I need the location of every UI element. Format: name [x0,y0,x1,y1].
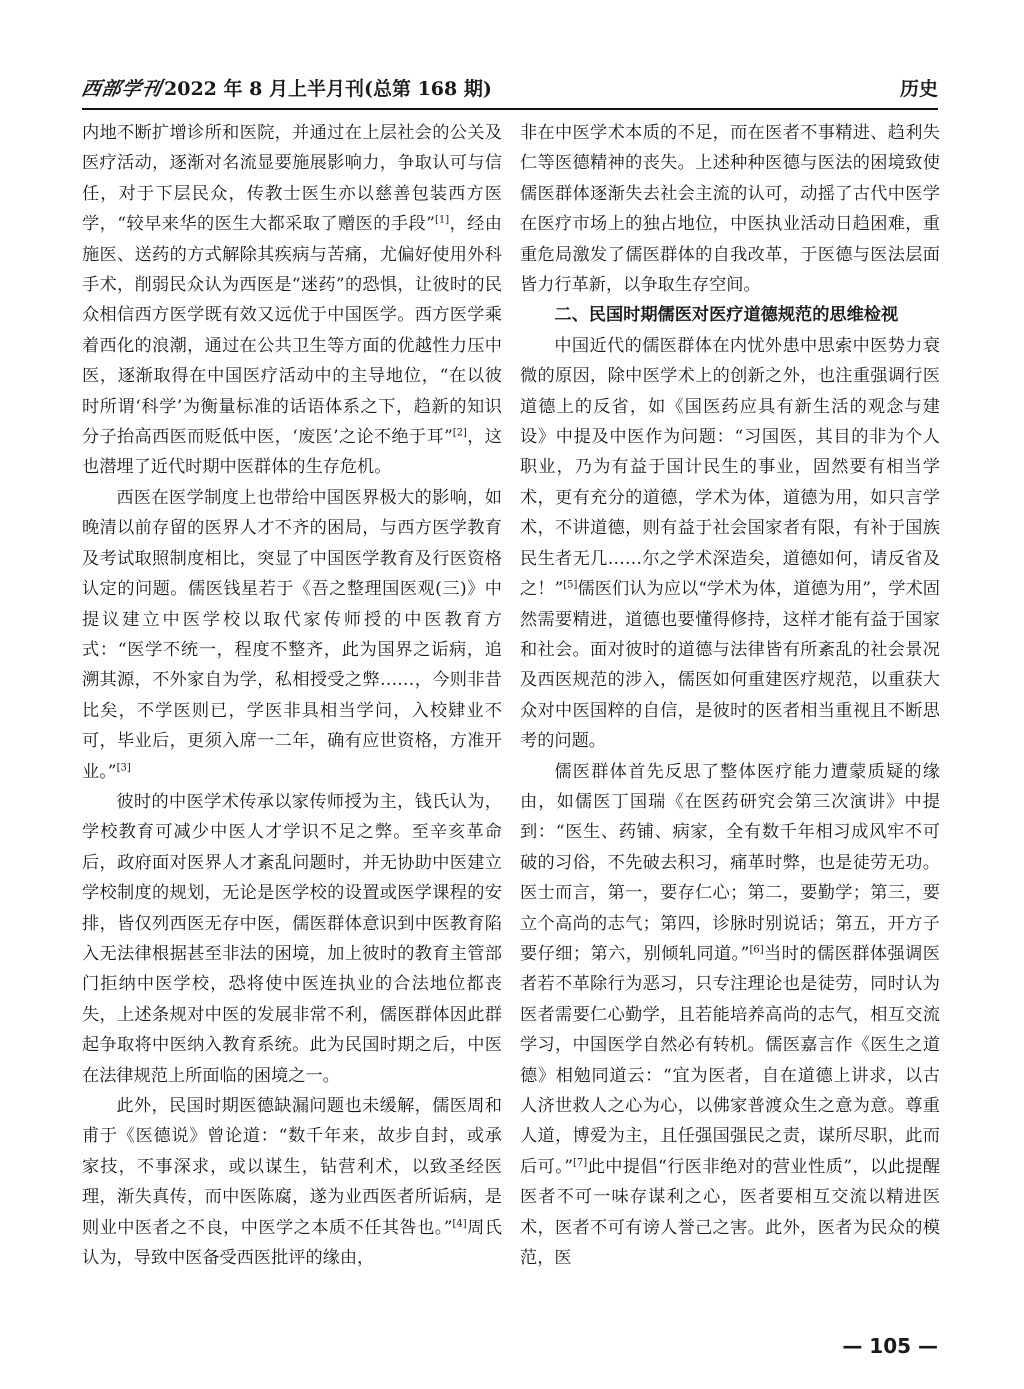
left-column [82,118,502,1273]
paragraph-text: 非在中医学术本质的不足，而在医者不事精进、趋利失仁等医德精神的丧失。上述种种医德与医法的困境致使儒医群体逐渐失去社会主流的认可，动摇了古代中医学在医疗市场上的独占地位，中医执业活动日趋困难，重重危局激发了儒医群体的自我改革，于医德与医法层面皆力行革新，以争取生存空间。 [520,123,940,296]
right-column [520,118,940,1273]
paragraph-text: 儒医们认为应以“学术为体，道德为用”，学术固然需要精进，道德也要懂得修持，这样才能有益于国家和社会。面对彼时的道德与法律皆有所紊乱的社会景况及西医规范的涉入，儒医如何重建医疗规范，以重获大众对中医国粹的自信，是彼时的医者相当重视且不断思考的问题。 [520,579,940,752]
issue-info: 2022 年 8 月上半月刊(总第 168 期) [164,78,492,100]
running-header [79,68,938,110]
paragraph-text: ，这也潜埋了近代时期中医群体的生存危机。 [82,427,502,478]
page-number: — 105 — [842,1334,938,1358]
journal-issue-line [79,74,492,101]
citation-ref: [3] [116,761,131,773]
body-paragraph [520,757,940,1274]
body-paragraph [82,1091,502,1273]
body-paragraph [520,331,940,757]
citation-ref: [6] [749,944,764,956]
journal-logo: 西部学刊 [79,78,164,100]
citation-ref: [2] [452,427,467,439]
body-paragraph [82,118,502,483]
paragraph-text: 内地不断扩增诊所和医院，并通过在上层社会的公关及医疗活动，逐渐对名流显要施展影响力，争取认可与信任，对于下层民众，传教士医生亦以慈善包装西方医学，“较早来华的医生大都采取了赠医的手段” [82,123,502,235]
paragraph-text: 当时的儒医群体强调医者若不革除行为恶习，只专注理论也是徒劳，同时认为医者需要仁心勤学，且若能培养高尚的志气，相互交流学习，中国医学自然必有转机。儒医嘉言作《医生之道德》相勉同道云：“宜为医者，自在道德上讲求，以古人济世救人之心为心，以佛家普渡众生之意为意。尊重人道，博爱为主，且任强国强民之责，谋所尽职，此而后可。” [520,943,940,1177]
paragraph-text: 彼时的中医学术传承以家传师授为主，钱氏认为，学校教育可减少中医人才学识不足之弊。至辛亥革命后，政府面对医界人才紊乱问题时，并无协助中医建立学校制度的规划，无论是医学校的设置或医学课程的安排，皆仅列西医无存中医，儒医群体意识到中医教育陷入无法律根据甚至非法的困境，加上彼时的教育主管部门拒纳中医学校，恐将使中医连执业的合法地位都丧失，上述条规对中医的发展非常不利，儒医群体因此群起争取将中医纳入教育系统。此为民国时期之后，中医在法律规范上所面临的困境之一。 [82,791,502,1086]
paragraph-text: 西医在医学制度上也带给中国医界极大的影响，如晚清以前存留的医界人才不齐的困局，与西方医学教育及考试取照制度相比，突显了中国医学教育及行医资格认定的问题。儒医钱星若于《吾之整理国医观(三)》中提议建立中医学校以取代家传师授的中医教育方式：“医学不统一，程度不整齐，此为国界之诟病，追溯其源，不外家自为学，私相授受之弊……，今则非昔比矣，不学医则已，学医非具相当学问，入校肄业不可，毕业后，更须入席一二年，确有应世资格，方准开业。” [82,487,502,782]
paragraph-text: 此外，民国时期医德缺漏问题也未缓解，儒医周和甫于《医德说》曾论道：“数千年来，故步自封，或承家技，不事深求，或以谋生，钻营利术，以致圣经医理，渐失真传，而中医陈腐，遂为业西医者所诟病，是则业中医者之不良，中医学之本质不任其咎也。” [82,1096,502,1238]
paragraph-text: 中国近代的儒医群体在内忧外患中思索中医势力衰微的原因，除中医学术上的创新之外，也注重强调行医道德上的反省，如《国医药应具有新生活的观念与建设》中提及中医作为问题：“习国医，其目的非为个人职业，乃为有益于国计民生的事业，固然要有相当学术，更有充分的道德，学术为体，道德为用，如只言学术，不讲道德，则有益于社会国家者有限，有补于国族民生者无几……尔之学术深造矣，道德如何，请反省及之！” [520,335,940,600]
paragraph-text: 儒医群体首先反思了整体医疗能力遭蒙质疑的缘由，如儒医丁国瑞《在医药研究会第三次演讲》中提到：“医生、药铺、病家，全有数千年相习成风牢不可破的习俗，不先破去积习，痛革时弊，也是徒劳无功。医士而言，第一，要存仁心；第二，要勤学；第三，要立个高尚的志气；第四，诊脉时别说话；第五，开方子要仔细；第六，别倾轧同道。” [520,761,940,964]
body-paragraph [82,483,502,787]
section-label: 历史 [899,78,938,100]
paragraph-text: 此中提倡“行医非绝对的营业性质”，以此提醒医者不可一味存谋利之心，医者要相互交流以精进医术，医者不可有谤人誉己之害。此外，医者为民众的模范，医 [520,1156,941,1269]
paragraph-text: ，经由施医、送药的方式解除其疾病与苦痛，尤偏好使用外科手术，削弱民众认为西医是“迷药”的恐惧，让彼时的民众相信西方医学既有效又远优于中国医学。西方医学乘着西化的浪潮，通过在公共卫生等方面的优越性力压中医，逐渐取得在中国医疗活动中的主导地位，“在以彼时所谓‘科学’为衡量标准的话语体系之下，趋新的知识分子抬高西医而贬低中医，‘废医’之论不绝于耳” [82,214,502,448]
citation-ref: [5] [563,579,578,591]
citation-ref: [4] [452,1217,467,1229]
body-paragraph [520,118,940,300]
body-paragraph [82,787,502,1091]
citation-ref: [1] [434,214,450,226]
section-heading: 二、民国时期儒医对医疗道德规范的思维检视 [554,305,899,326]
citation-ref: [7] [573,1157,588,1169]
paragraph-text: 周氏认为，导致中医备受西医批评的缘由， [82,1217,502,1269]
